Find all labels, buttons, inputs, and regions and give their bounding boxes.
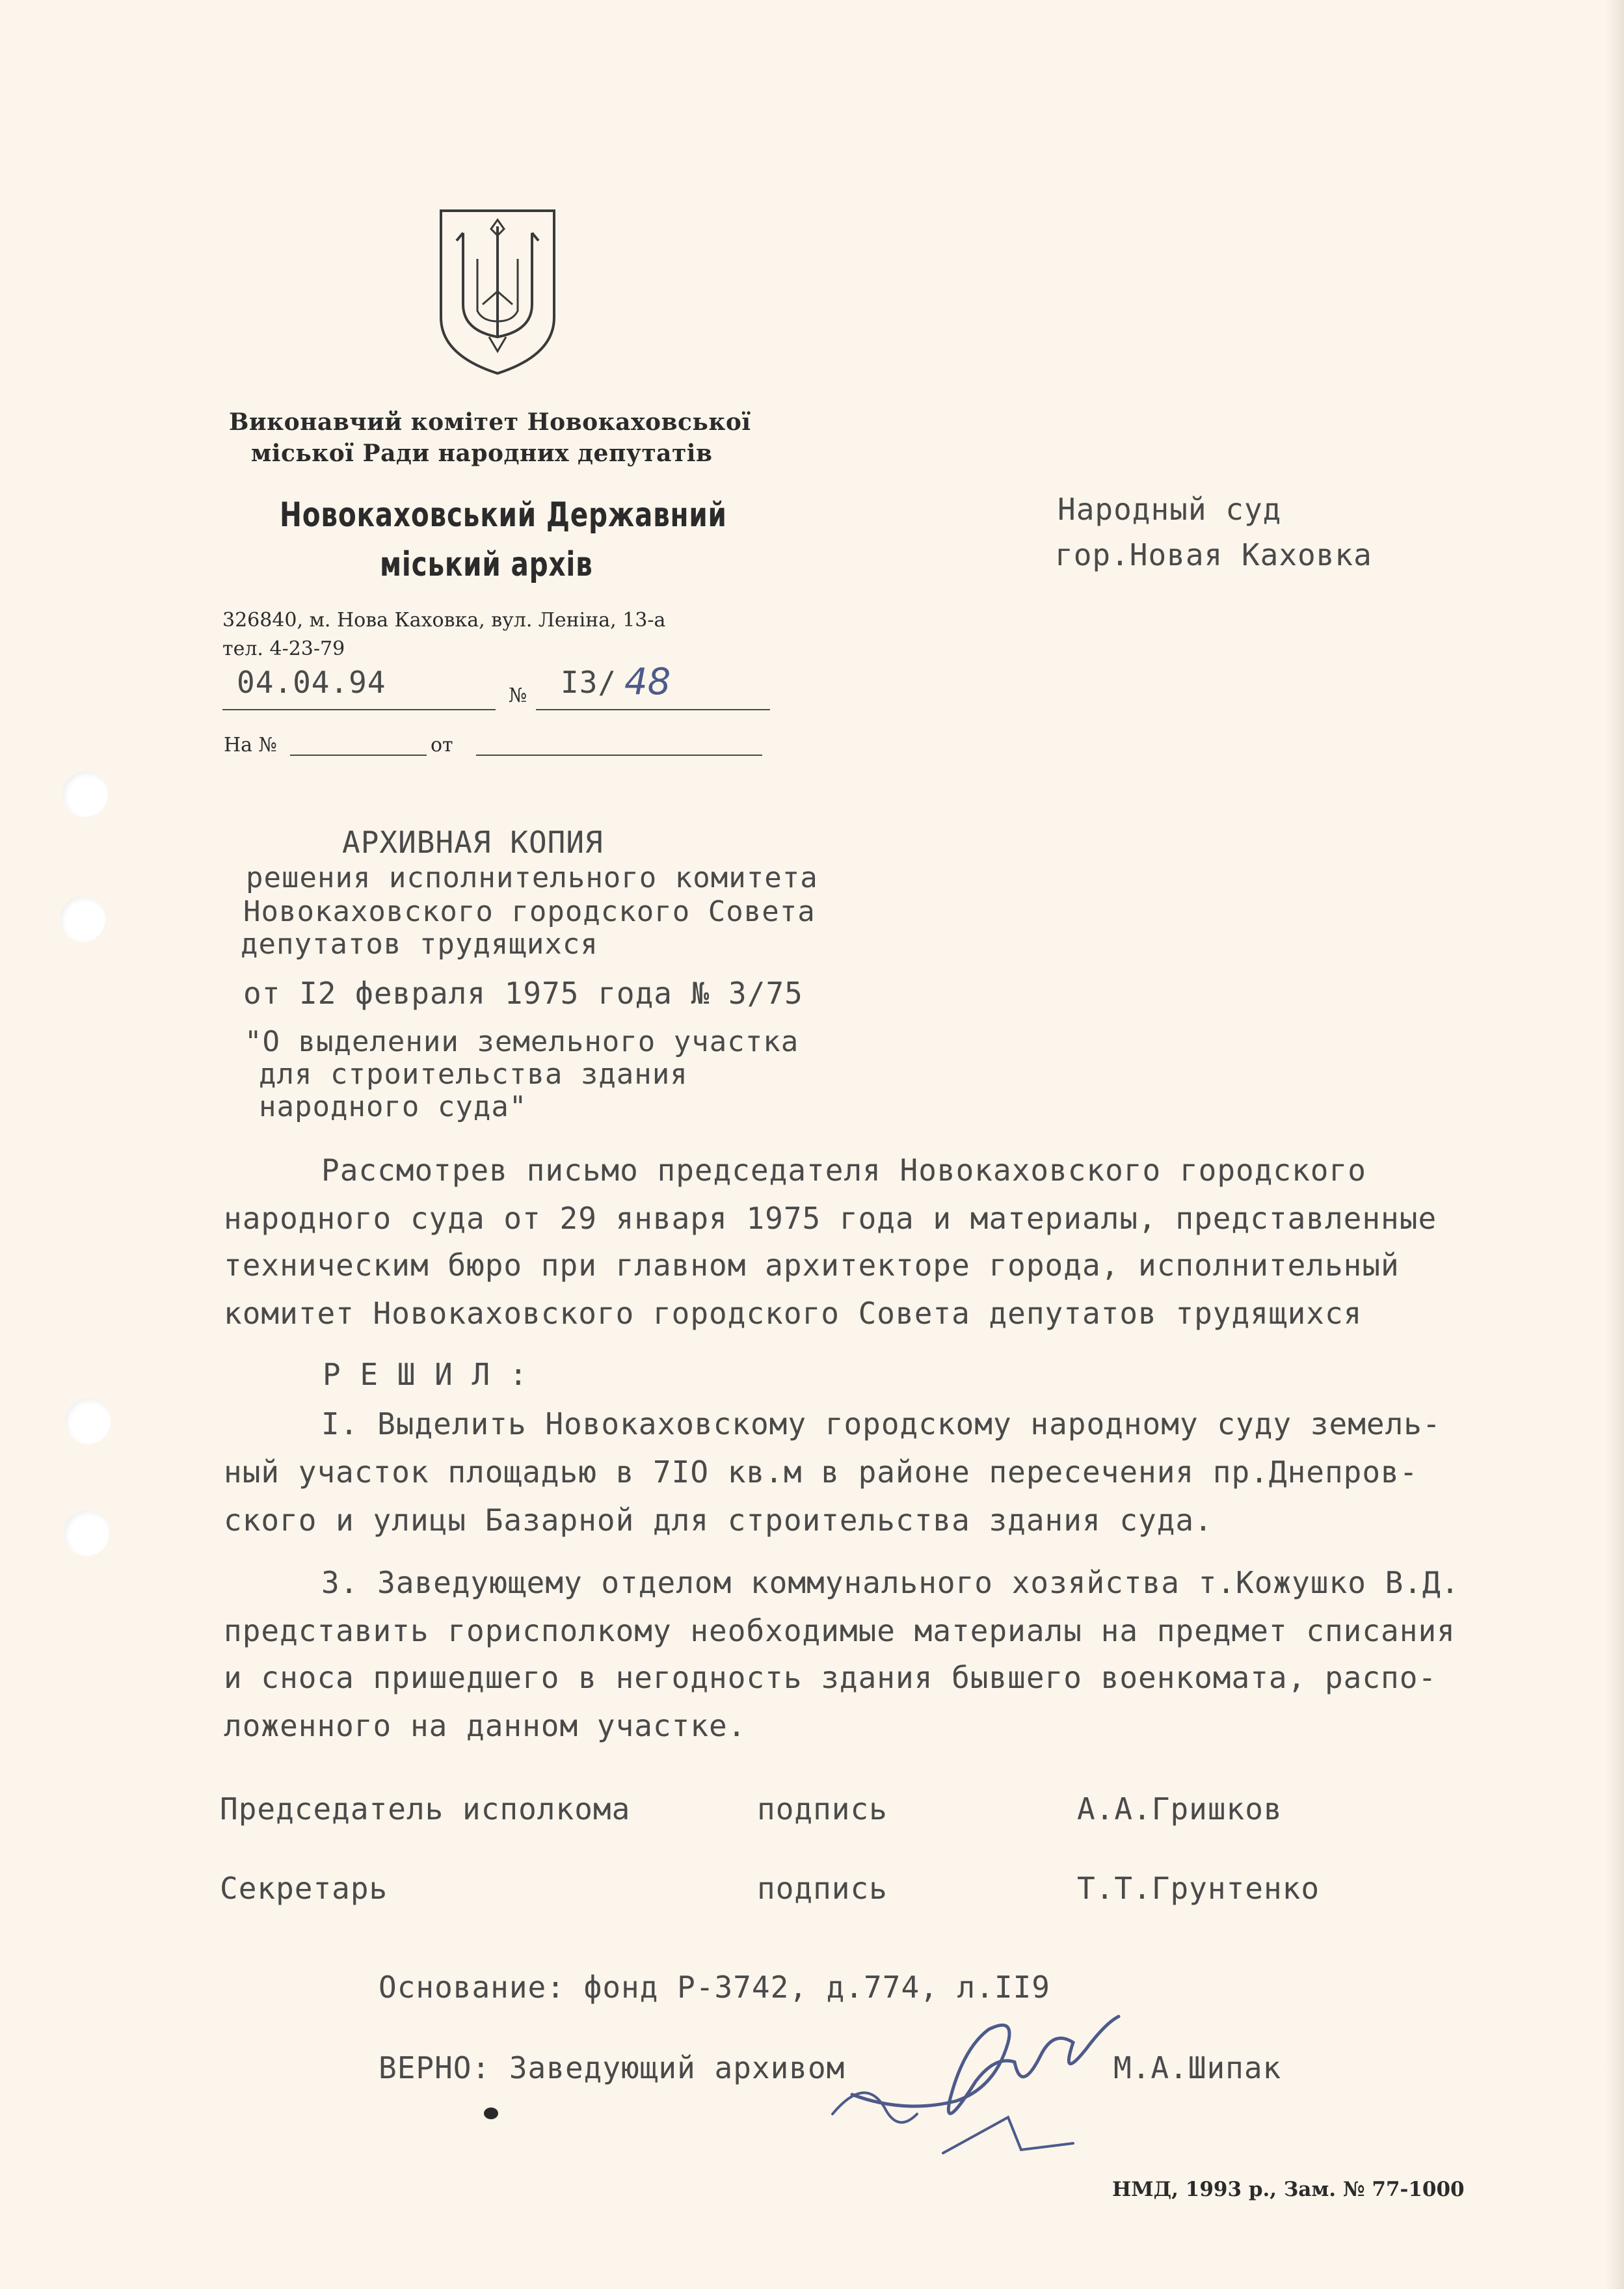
subject-line-1: "О выделении земельного участка [245,1025,799,1058]
item-1-line-3: ского и улицы Базарной для строительства здания суда. [224,1503,1213,1538]
number-rule [536,709,770,710]
reply-from-label: от [431,734,453,756]
subject-line-3: народного суда" [259,1090,527,1123]
chair-signature-mark: подпись [757,1791,888,1827]
punch-hole [62,771,108,817]
chair-title: Председатель исполкома [220,1791,631,1827]
body-paragraph-1-line-1: Рассмотрев письмо председателя Новокаховского городского [321,1153,1366,1188]
title-line-3: депутатов трудящихся [241,928,598,961]
secretary-name: Т.Т.Грунтенко [1077,1871,1320,1906]
certified-name: М.А.Шипак [1113,2050,1282,2085]
archive-name-line-2: міський архів [380,545,593,584]
scan-edge [1606,0,1624,2289]
outgoing-number-handwritten: 48 [624,661,671,703]
resolved-heading: Р Е Ш И Л : [323,1357,528,1392]
body-paragraph-1-line-3: техническим бюро при главном архитекторе города, исполнительный [224,1248,1400,1283]
body-paragraph-1-line-2: народного суда от 29 января 1975 года и материалы, представленные [224,1201,1437,1236]
number-prefix: № [509,684,527,707]
reply-label: На № [224,734,277,756]
outgoing-number: I3/ [561,665,617,700]
ink-blot [484,2108,498,2119]
archive-phone: тел. 4-23-79 [222,637,345,660]
reply-date-rule [476,755,762,756]
item-3-line-3: и сноса пришедшего в негодность здания бывшего военкомата, распо- [224,1660,1437,1695]
punch-hole [60,896,105,942]
reply-number-rule [290,755,427,756]
body-paragraph-1-line-4: комитет Новокаховского городского Совета депутатов трудящихся [224,1296,1363,1331]
punch-hole [65,1399,111,1444]
item-3-line-4: ложенного на данном участке. [224,1708,747,1743]
punch-hole [64,1510,109,1556]
archive-basis: Основание: фонд Р-3742, д.774, л.II9 [379,1970,1050,2005]
decision-date-number: от I2 февраля 1975 года № 3/75 [243,976,803,1011]
certified-label: ВЕРНО: Заведующий архивом [379,2050,845,2085]
document-heading: АРХИВНАЯ КОПИЯ [342,825,604,860]
secretary-signature-mark: подпись [757,1871,888,1906]
chair-name: А.А.Гришков [1077,1791,1283,1827]
org-line-1: Виконавчий комітет Новокаховської [229,408,751,436]
date-rule [222,709,496,710]
addressee-line-1: Народный суд [1058,492,1282,527]
org-line-2: міської Ради народних депутатів [251,440,713,467]
item-1-line-2: ный участок площадью в 7IO кв.м в районе пересечения пр.Днепров- [224,1454,1418,1490]
trident-emblem-icon [437,207,558,377]
subject-line-2: для строительства здания [259,1058,688,1091]
title-line-2: Новокаховского городского Совета [243,895,816,928]
archive-address: 326840, м. Нова Каховка, вул. Леніна, 13-а [222,609,666,632]
addressee-line-2: гор.Новая Каховка [1055,537,1372,572]
print-footer: НМД, 1993 р., Зам. № 77-1000 [1112,2178,1465,2201]
title-line-1: решения исполнительного комитета [246,861,818,894]
secretary-title: Секретарь [220,1871,388,1906]
item-3-line-2: представить горисполкому необходимые материалы на предмет списания [224,1613,1456,1648]
outgoing-date: 04.04.94 [237,665,386,700]
item-1-line-1: I. Выделить Новокаховскому городскому народному суду земель- [321,1406,1441,1441]
item-3-line-1: 3. Заведующему отделом коммунального хозяйства т.Кожушко В.Д. [321,1565,1460,1600]
archive-name-line-1: Новокаховський Державний [280,496,727,535]
handwritten-signature-icon [826,2003,1138,2166]
